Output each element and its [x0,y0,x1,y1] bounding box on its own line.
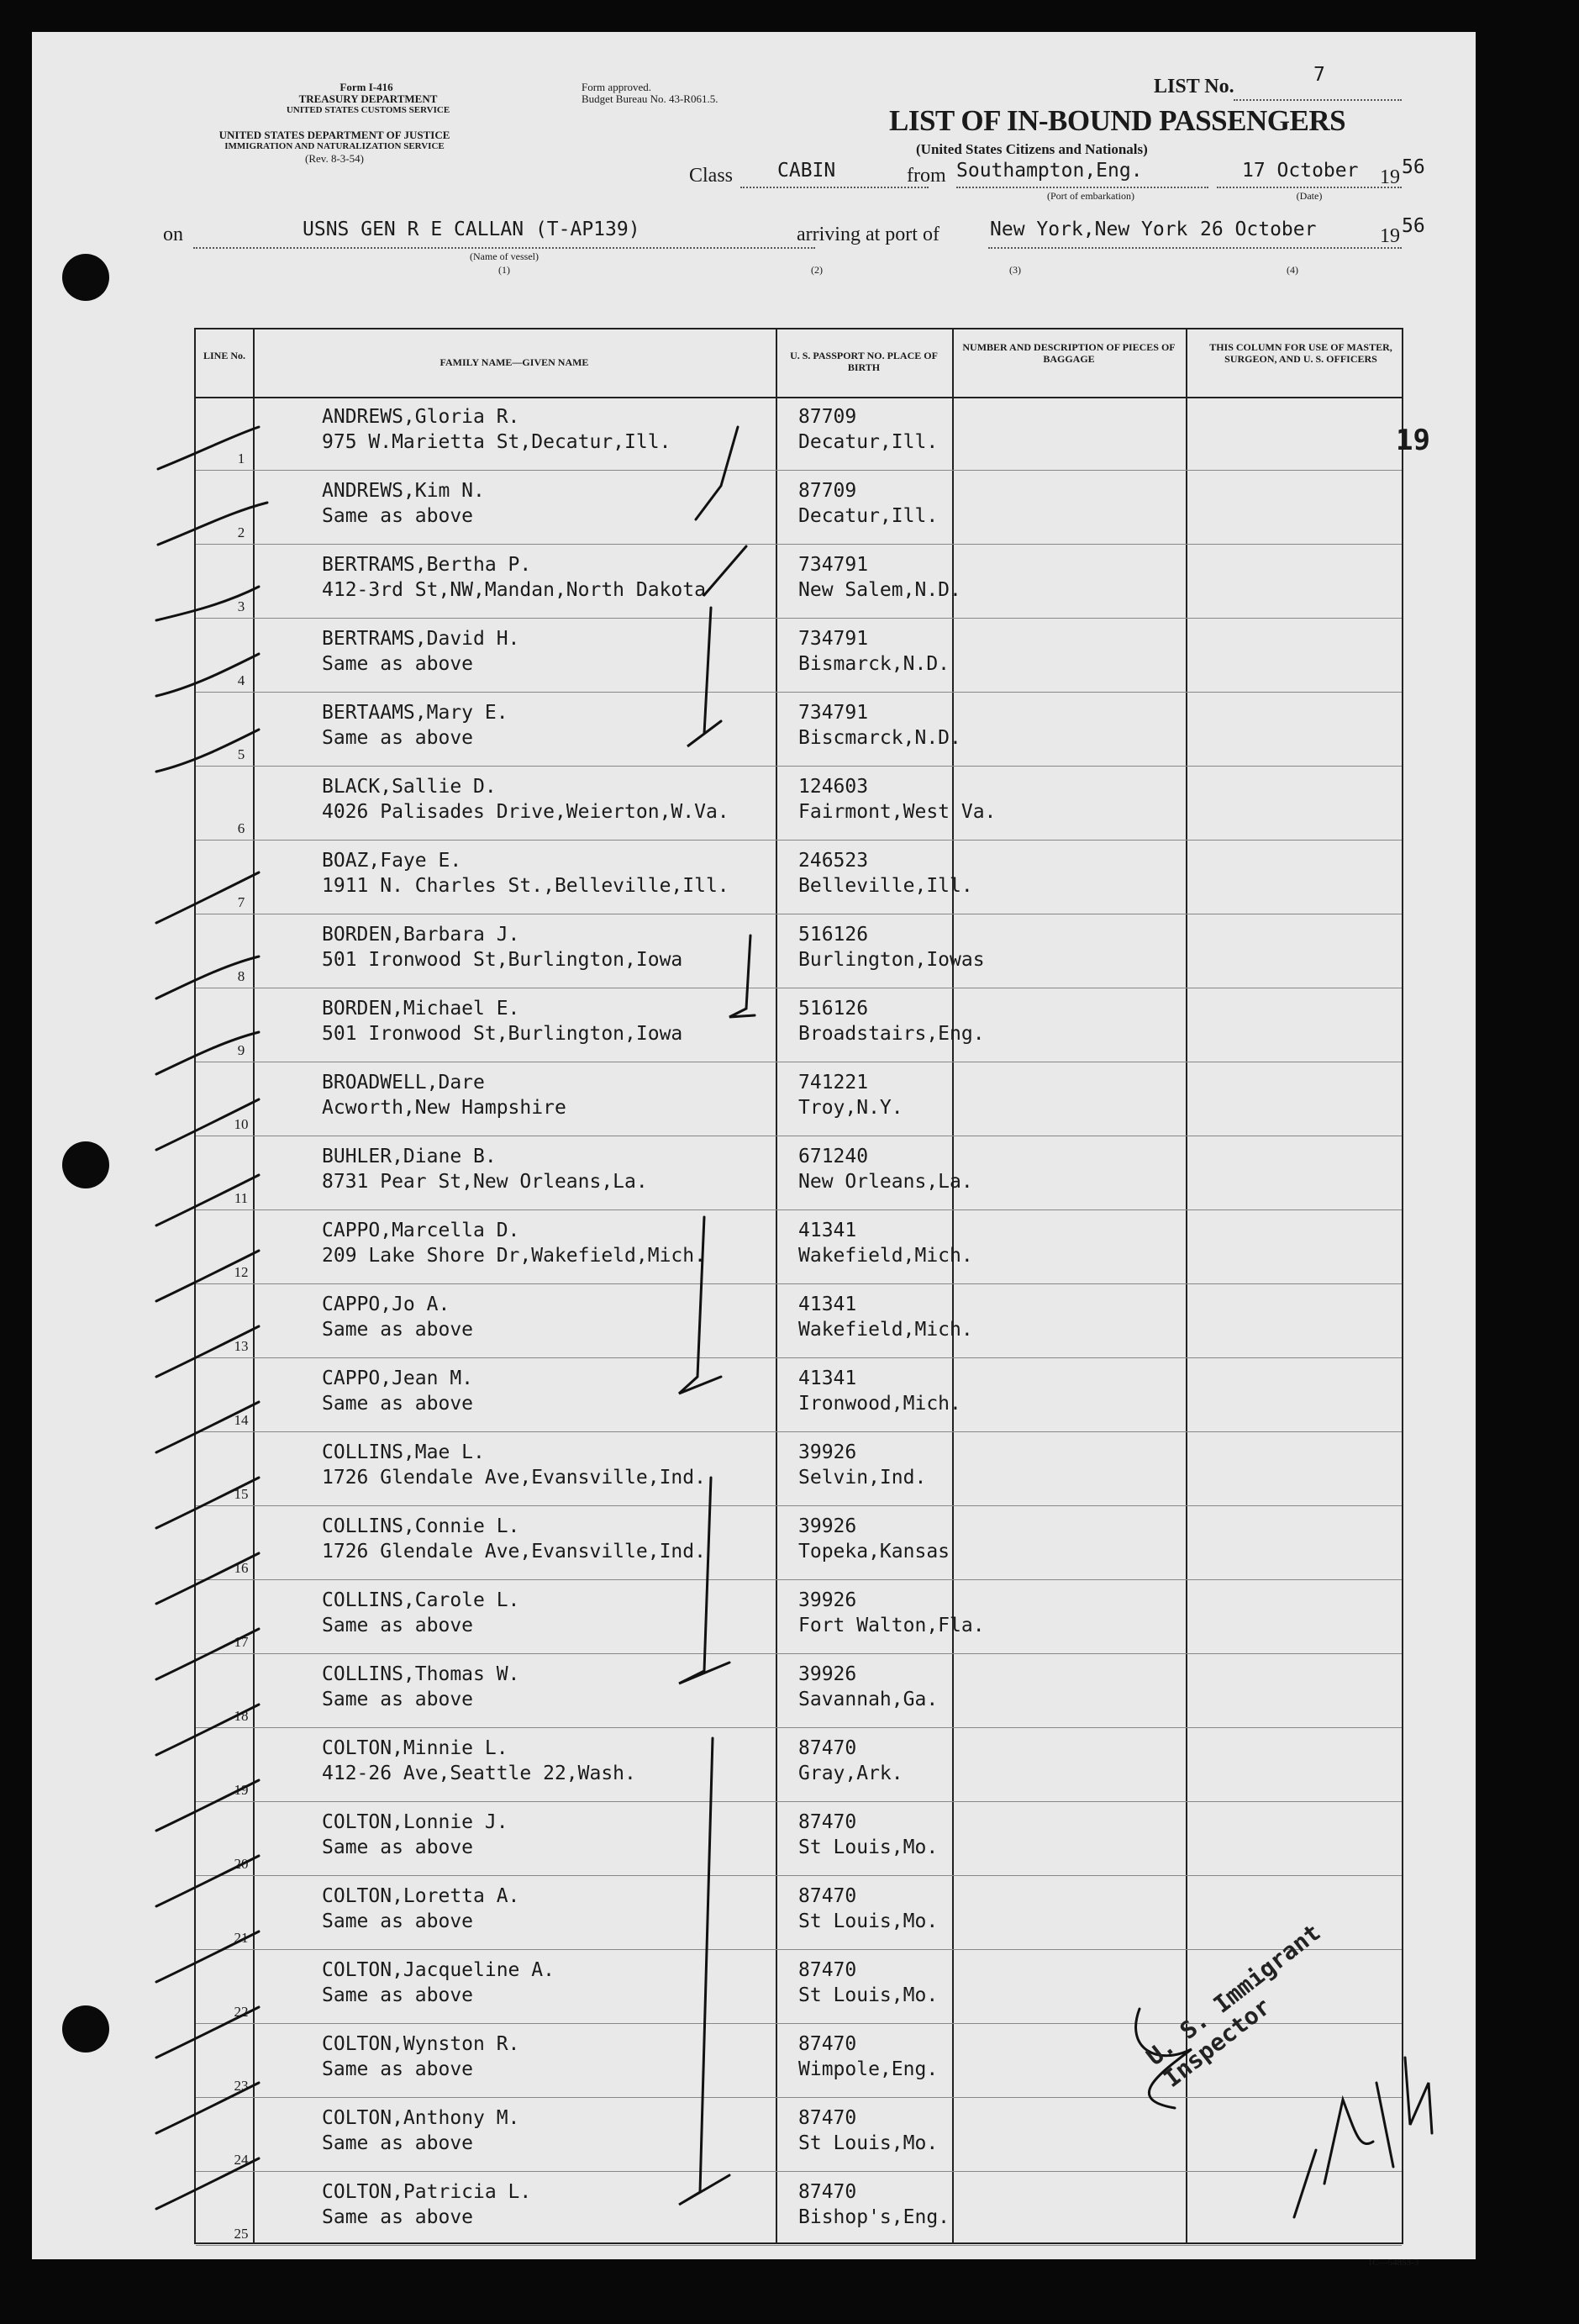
passenger-address: 501 Ironwood St,Burlington,Iowa [322,1023,683,1045]
passport-number: 516126 [798,998,869,1020]
header-officers: THIS COLUMN FOR USE OF MASTER, SURGEON, AND U. S. OFFICERS [1209,341,1392,365]
place-of-birth: Decatur,Ill. [798,505,939,527]
passport-number: 87709 [798,480,857,502]
line-number: 21 [234,1930,249,1946]
passport-number: 39926 [798,1515,857,1537]
place-of-birth: St Louis,Mo. [798,2132,939,2154]
passenger-name: COLLINS,Carole L. [322,1589,520,1611]
place-of-birth: Biscmarck,N.D. [798,727,961,749]
passenger-address: Same as above [322,653,474,675]
line-number: 23 [234,2078,249,2094]
line-number: 8 [237,968,245,984]
passenger-address: Same as above [322,505,474,527]
place-of-birth: Bishop's,Eng. [798,2206,950,2228]
embarkation-year: 56 [1402,156,1425,178]
officer-count: 19 [1396,424,1430,457]
line-number: 22 [234,2004,249,2020]
place-of-birth: Savannah,Ga. [798,1689,939,1710]
place-of-birth: St Louis,Mo. [798,1984,939,2006]
passenger-address: 975 W.Marietta St,Decatur,Ill. [322,431,671,453]
passenger-address: Same as above [322,1910,474,1932]
passenger-name: CAPPO,Jo A. [322,1294,450,1315]
passport-number: 41341 [798,1294,857,1315]
embarkation-date: 17 October [1242,160,1359,182]
passenger-address: 412-3rd St,NW,Mandan,North Dakota [322,579,706,601]
passenger-name: BORDEN,Michael E. [322,998,520,1020]
passenger-name: BERTRAMS,David H. [322,628,520,650]
place-of-birth: Bismarck,N.D. [798,653,950,675]
passenger-address: Same as above [322,1984,474,2006]
passenger-address: Acworth,New Hampshire [322,1097,566,1119]
place-of-birth: St Louis,Mo. [798,1910,939,1932]
passport-number: 87470 [798,1885,857,1907]
vessel-name: USNS GEN R E CALLAN (T-AP139) [303,219,640,240]
passenger-name: BOAZ,Faye E. [322,850,462,872]
line-number: 14 [234,1412,249,1428]
list-title: LIST OF IN-BOUND PASSENGERS [889,104,1346,137]
passport-number: 671240 [798,1146,869,1167]
passenger-address: Same as above [322,1393,474,1415]
passport-number: 87470 [798,2033,857,2055]
line-number: 15 [234,1486,249,1502]
line-number: 9 [237,1042,245,1058]
column-number-1: (1) [498,264,510,276]
passenger-name: COLTON,Loretta A. [322,1885,520,1907]
passenger-name: COLLINS,Mae L. [322,1441,485,1463]
passenger-list-page [32,32,1476,2268]
line-number: 16 [234,1560,249,1576]
passport-number: 87470 [798,1811,857,1833]
class-value: CABIN [777,160,836,182]
line-number: 7 [237,894,245,910]
immigrant-inspector-stamp: U. S. Immigrant Inspector [1141,1918,1326,2094]
passport-number: 39926 [798,1589,857,1611]
line-number: 5 [237,746,245,762]
column-number-2: (2) [811,264,823,276]
embarkation-year-prefix: 19 [1380,166,1400,188]
line-number: 24 [234,2152,249,2168]
header-line-no: LINE No. [203,350,245,361]
passenger-address: Same as above [322,1837,474,1858]
passport-number: 734791 [798,628,869,650]
passenger-name: ANDREWS,Gloria R. [322,406,520,428]
list-number: 7 [1313,64,1325,86]
form-approved: Form approved. [582,81,652,93]
arrival-date: 26 October [1200,219,1317,240]
passenger-address: 209 Lake Shore Dr,Wakefield,Mich. [322,1245,706,1267]
place-of-birth: Wimpole,Eng. [798,2058,939,2080]
header-passport-birthplace: U. S. PASSPORT NO. PLACE OF BIRTH [790,350,938,373]
line-number: 12 [234,1264,249,1280]
header-baggage: NUMBER AND DESCRIPTION OF PIECES OF BAGGAGE [962,341,1176,365]
passport-number: 734791 [798,702,869,724]
place-of-birth: St Louis,Mo. [798,1837,939,1858]
passenger-address: 1726 Glendale Ave,Evansville,Ind. [322,1467,706,1489]
passenger-address: 8731 Pear St,New Orleans,La. [322,1171,648,1193]
place-of-birth: Burlington,Iowas [798,949,985,971]
passenger-address: Same as above [322,1319,474,1341]
passenger-address: Same as above [322,1615,474,1636]
line-number: 20 [234,1856,249,1872]
place-of-birth: Fort Walton,Fla. [798,1615,985,1636]
form-number: Form I-416 [339,81,393,93]
port-note: (Port of embarkation) [1047,190,1134,202]
passenger-name: BERTRAMS,Bertha P. [322,554,532,576]
class-label: Class [689,165,734,187]
arrival-port: New York,New York [990,219,1188,240]
place-of-birth: Belleville,Ill. [798,875,973,897]
line-number: 25 [234,2226,249,2242]
place-of-birth: Broadstairs,Eng. [798,1023,985,1045]
arrival-year-prefix: 19 [1380,225,1400,247]
passport-number: 41341 [798,1368,857,1389]
passenger-name: BROADWELL,Dare [322,1072,485,1093]
line-number: 3 [237,598,245,614]
line-number: 6 [237,820,245,836]
passport-number: 87470 [798,1959,857,1981]
immigration-service: IMMIGRATION AND NATURALIZATION SERVICE [224,141,445,151]
treasury-department: TREASURY DEPARTMENT [298,92,438,105]
passport-number: 87709 [798,406,857,428]
line-number: 13 [234,1338,249,1354]
place-of-birth: Troy,N.Y. [798,1097,903,1119]
passenger-name: BUHLER,Diane B. [322,1146,497,1167]
customs-service: UNITED STATES CUSTOMS SERVICE [286,105,450,115]
revision-date: (Rev. 8-3-54) [305,152,364,165]
place-of-birth: Wakefield,Mich. [798,1245,973,1267]
passenger-address: Same as above [322,2206,474,2228]
passenger-name: CAPPO,Marcella D. [322,1220,520,1241]
place-of-birth: Wakefield,Mich. [798,1319,973,1341]
passenger-name: COLTON,Wynston R. [322,2033,520,2055]
place-of-birth: Ironwood,Mich. [798,1393,961,1415]
passenger-address: 1726 Glendale Ave,Evansville,Ind. [322,1541,706,1563]
date-note: (Date) [1296,190,1323,202]
header-family-name: FAMILY NAME—GIVEN NAME [439,356,589,368]
passenger-address: Same as above [322,1689,474,1710]
passenger-address: Same as above [322,727,474,749]
passenger-name: COLTON,Jacqueline A. [322,1959,555,1981]
from-label: from [907,165,946,187]
place-of-birth: Topeka,Kansas [798,1541,950,1563]
passenger-name: BLACK,Sallie D. [322,776,497,798]
line-number: 17 [234,1634,249,1650]
list-subtitle: (United States Citizens and Nationals) [916,141,1148,157]
passenger-name: COLLINS,Thomas W. [322,1663,520,1685]
passenger-name: BERTAAMS,Mary E. [322,702,508,724]
line-number: 19 [234,1782,249,1798]
passport-number: 124603 [798,776,869,798]
passenger-name: COLTON,Minnie L. [322,1737,508,1759]
column-number-3: (3) [1009,264,1021,276]
vessel-note: (Name of vessel) [470,250,539,262]
line-number: 1 [237,451,245,466]
line-number: 18 [234,1708,249,1724]
line-number: 4 [237,672,245,688]
passport-number: 734791 [798,554,869,576]
line-number: 11 [234,1190,249,1206]
passenger-name: COLTON,Patricia L. [322,2181,532,2203]
passenger-name: ANDREWS,Kim N. [322,480,485,502]
passenger-name: COLTON,Anthony M. [322,2107,520,2129]
passport-number: 87470 [798,2107,857,2129]
passenger-address: 1911 N. Charles St.,Belleville,Ill. [322,875,729,897]
passenger-address: 501 Ironwood St,Burlington,Iowa [322,949,683,971]
justice-department: UNITED STATES DEPARTMENT OF JUSTICE [218,129,450,141]
passenger-address: Same as above [322,2132,474,2154]
arriving-label: arriving at port of [797,224,940,245]
line-number: 2 [237,524,245,540]
place-of-birth: New Orleans,La. [798,1171,973,1193]
list-number-label: LIST No. [1154,76,1234,97]
passport-number: 741221 [798,1072,869,1093]
place-of-birth: Gray,Ark. [798,1763,903,1784]
passenger-address: 412-26 Ave,Seattle 22,Wash. [322,1763,636,1784]
on-label: on [163,224,183,245]
passport-number: 246523 [798,850,869,872]
passport-number: 41341 [798,1220,857,1241]
budget-bureau: Budget Bureau No. 43-R061.5. [582,92,718,105]
passenger-name: COLLINS,Connie L. [322,1515,520,1537]
form-code: 1C—54853-3 [1367,2258,1419,2268]
place-of-birth: Fairmont,West Va. [798,801,997,823]
passport-number: 39926 [798,1663,857,1685]
arrival-year: 56 [1402,215,1425,237]
passenger-address: Same as above [322,2058,474,2080]
passport-number: 87470 [798,1737,857,1759]
line-number: 10 [234,1116,249,1132]
column-number-4: (4) [1287,264,1298,276]
place-of-birth: Selvin,Ind. [798,1467,927,1489]
place-of-birth: Decatur,Ill. [798,431,939,453]
port-of-embarkation: Southampton,Eng. [956,160,1143,182]
passport-number: 516126 [798,924,869,946]
pen-marks [32,32,1476,2259]
passenger-address: 4026 Palisades Drive,Weierton,W.Va. [322,801,729,823]
place-of-birth: New Salem,N.D. [798,579,961,601]
passport-number: 87470 [798,2181,857,2203]
passenger-name: CAPPO,Jean M. [322,1368,474,1389]
passenger-name: BORDEN,Barbara J. [322,924,520,946]
passenger-name: COLTON,Lonnie J. [322,1811,508,1833]
passport-number: 39926 [798,1441,857,1463]
